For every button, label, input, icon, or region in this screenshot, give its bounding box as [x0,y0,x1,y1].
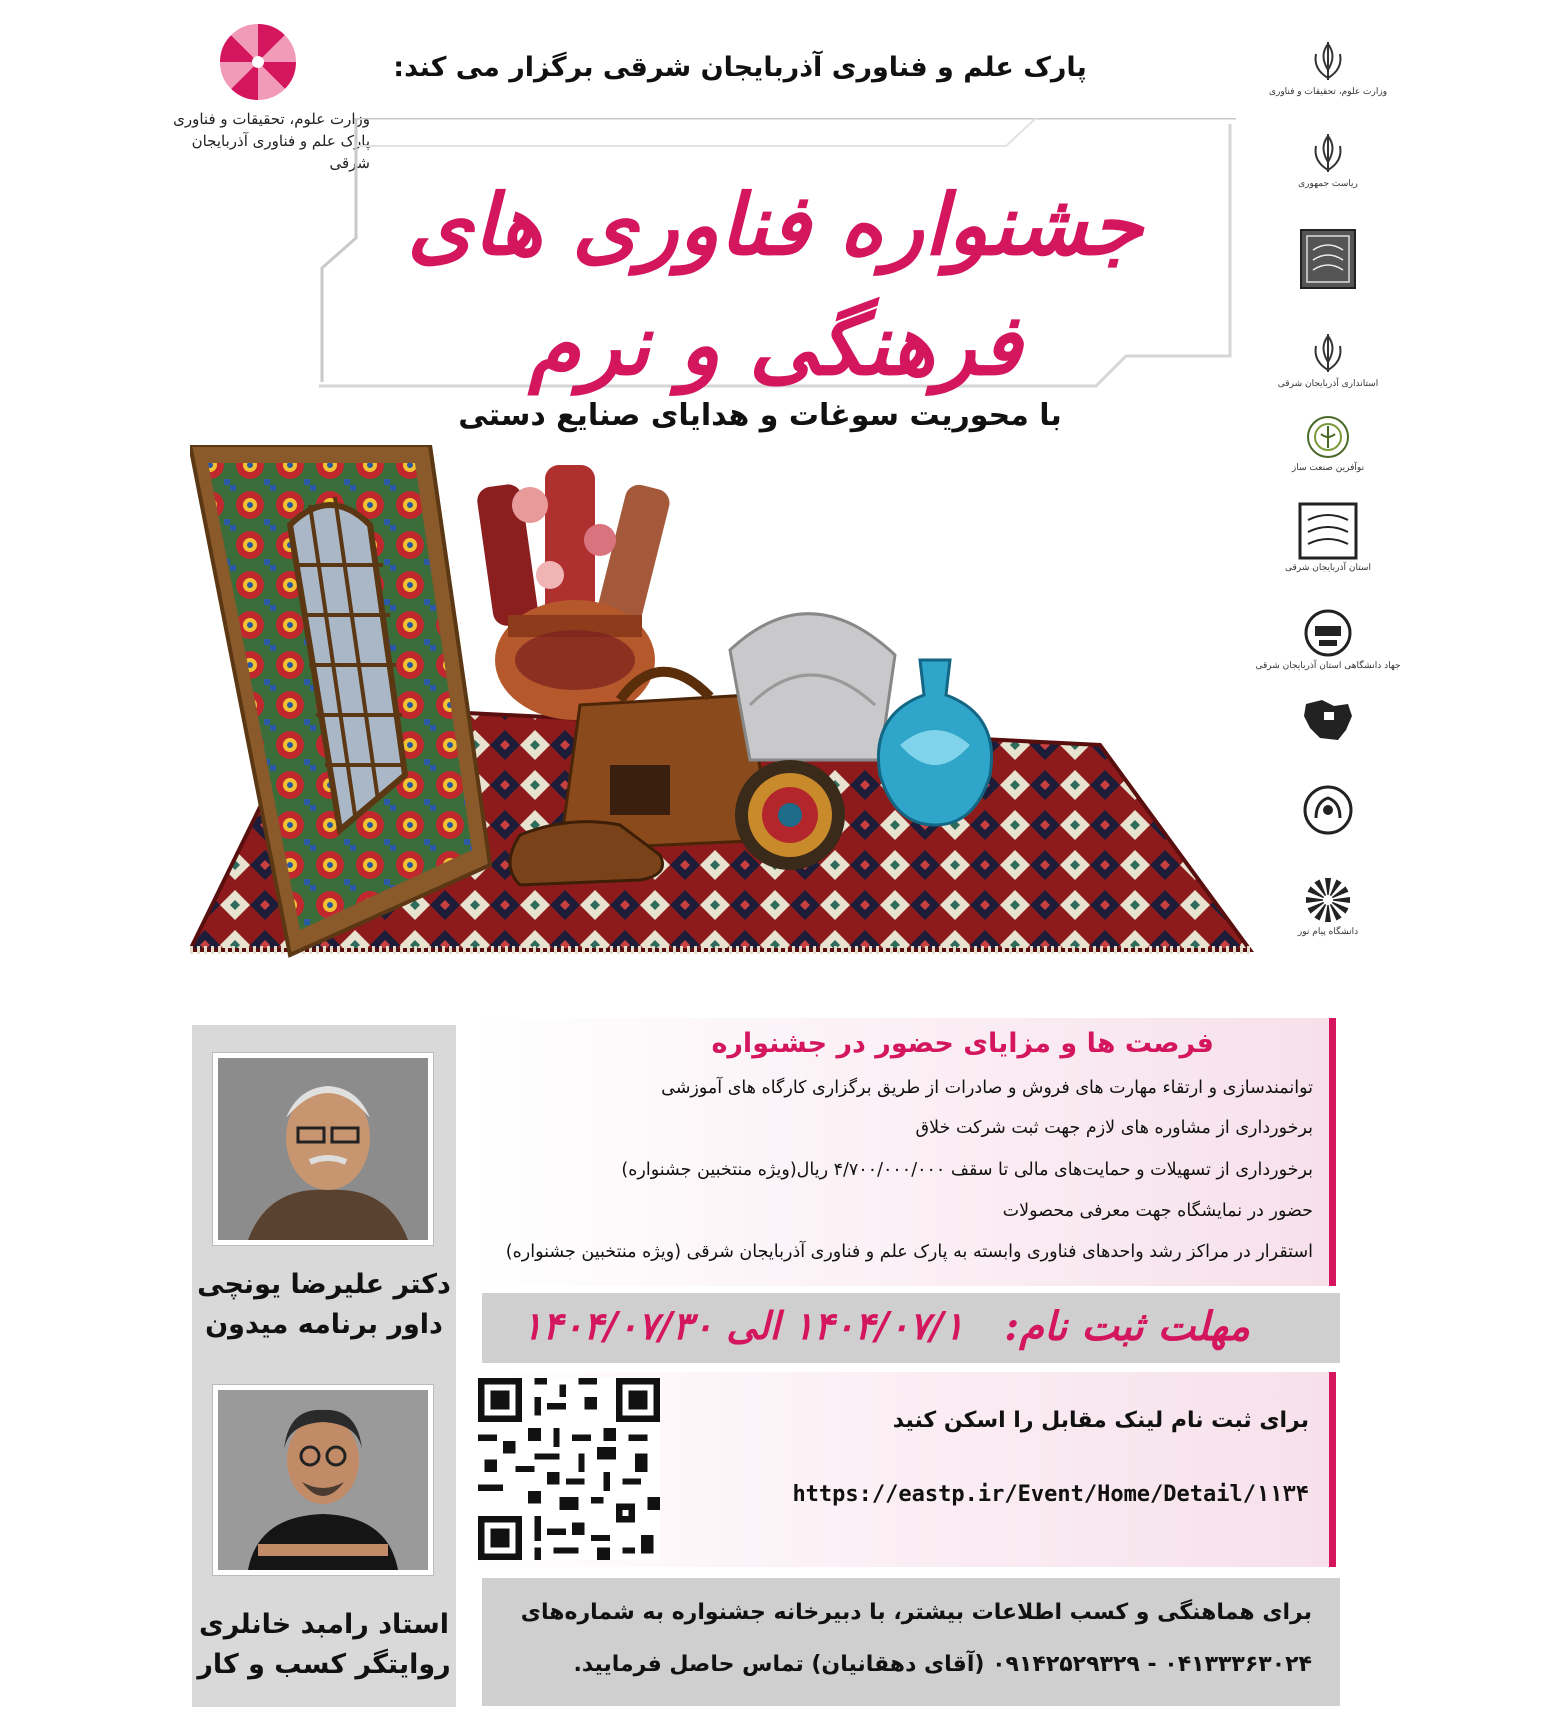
portrait-icon [218,1058,428,1240]
benefit-item: حضور در نمایشگاه جهت معرفی محصولات [1002,1201,1313,1221]
sponsor-7 [1255,608,1401,686]
qr-code[interactable] [478,1378,660,1560]
sponsor-caption: جهاد دانشگاهی استان آذربایجان شرقی [1255,661,1401,671]
benefit-item: برخورداری از تسهیلات و حمایت‌های مالی تا سقف ۴/۷۰۰/۰۰۰/۰۰۰ ریال(ویژه منتخبین جشنواره) [621,1160,1313,1180]
sponsor-2 [1268,132,1388,210]
qr-code-icon [478,1378,660,1560]
speaker-1-role: داور برنامه میدون [205,1309,443,1340]
organizer-line: پارک علم و فناوری آذربایجان شرقی برگزار می کند: [393,52,1087,83]
benefit-item: استقرار در مراکز رشد واحدهای فناوری وابسته به پارک علم و فناوری آذربایجان شرقی (ویژه منتخبین جشنواره) [505,1242,1313,1262]
sponsor-9 [1268,784,1388,862]
handicrafts-illustration [190,445,1260,1000]
deadline-bar [482,1293,1340,1363]
park-logo-icon [218,22,298,102]
speakers-panel [192,1025,456,1707]
sponsor-5 [1268,414,1388,492]
round-seal-icon [1305,414,1351,460]
iran-emblem-icon [1308,40,1348,84]
contact-box [482,1578,1340,1706]
sponsor-10 [1268,876,1388,954]
sponsor-logos [1255,40,1401,940]
benefit-item: توانمندسازی و ارتقاء مهارت های فروش و صادرات از طریق برگزاری کارگاه های آموزشی [661,1078,1313,1098]
benefit-item: برخورداری از مشاوره های لازم جهت ثبت شرکت خلاق [915,1118,1313,1138]
scan-instruction: برای ثبت نام لینک مقابل را اسکن کنید [892,1408,1309,1433]
sponsor-8 [1268,696,1388,774]
contact-line-2: ۰۴۱۳۳۳۶۳۰۲۴ - ۰۹۱۴۲۵۲۹۳۲۹ (آقای دهقانیان) تماس حاصل فرمایید. [573,1652,1312,1677]
benefits-box [470,1018,1336,1286]
sponsor-caption: وزارت علوم، تحقیقات و فناوری [1268,87,1388,97]
sponsor-caption: دانشگاه پیام نور [1297,927,1359,937]
ministry-line-1: وزارت علوم، تحقیقات و فناوری [173,110,370,128]
speaker-photo-1 [213,1053,433,1245]
sponsor-4 [1268,332,1388,410]
speaker-2-role: روایتگر کسب و کار [197,1649,451,1680]
sponsor-caption: نوآفرین صنعت ساز [1291,463,1365,473]
heritage-square-icon [1298,502,1358,560]
iran-emblem-icon [1308,332,1348,376]
registration-box [470,1372,1336,1567]
portrait-icon [218,1390,428,1570]
festival-subtitle: با محوریت سوغات و هدایای صنایع دستی [458,398,1062,433]
iran-map-icon [1300,696,1356,746]
deadline-dates: ۱۴۰۴/۰۷/۱ الی ۱۴۰۴/۰۷/۳۰ [522,1303,964,1348]
sponsor-1 [1268,40,1388,118]
ministry-line-2: پارک علم و فناوری آذربایجان شرقی [191,132,370,172]
sponsor-3 [1268,228,1388,306]
iran-emblem-icon [1308,132,1348,176]
sponsor-caption: استانداری آذربایجان شرقی [1277,379,1379,389]
calligraphy-square-icon [1299,228,1357,290]
speaker-2-name: استاد رامبد خانلری [198,1609,450,1640]
speaker-1-name: دکتر علیرضا یونچی [197,1269,451,1300]
festival-title: جشنواره فناوری های فرهنگی و نرم [407,175,1143,394]
jahad-icon [1303,608,1353,658]
committee-icon [1302,784,1354,836]
payame-noor-icon [1304,876,1352,924]
sponsor-caption: استان آذربایجان شرقی [1285,563,1371,573]
contact-line-1: برای هماهنگی و کسب اطلاعات بیشتر، با دبیرخانه جشنواره به شماره‌های [520,1600,1312,1625]
speaker-photo-2 [213,1385,433,1575]
registration-link[interactable]: https://eastp.ir/Event/Home/Detail/۱۱۳۴ [792,1482,1309,1507]
benefits-title: فرصت ها و مزایای حضور در جشنواره [711,1028,1214,1059]
sponsor-6 [1268,502,1388,580]
deadline-label: مهلت ثبت نام: [1004,1303,1250,1350]
sponsor-caption: ریاست جمهوری [1298,179,1358,189]
